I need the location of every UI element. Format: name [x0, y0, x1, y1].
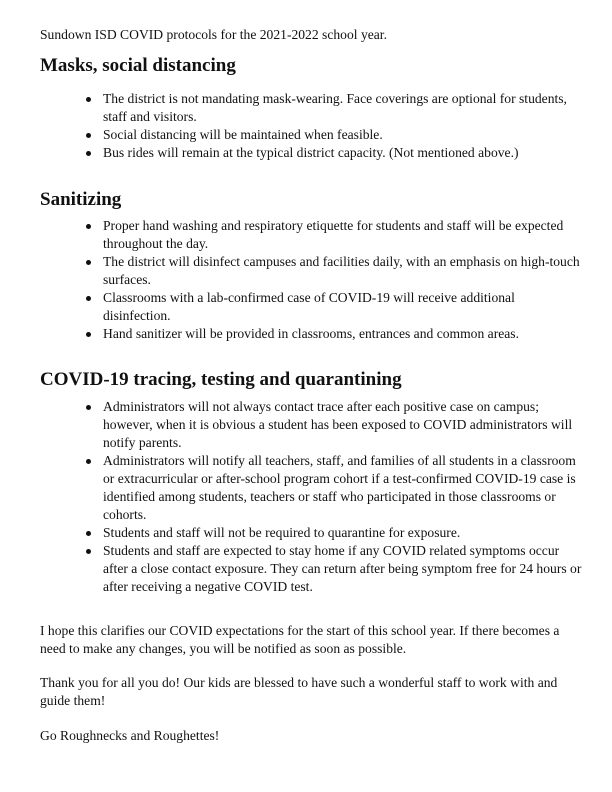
list-item-text: Students and staff will not be required to quarantine for exposure. [103, 525, 461, 540]
bullet-icon [86, 151, 91, 156]
closing-paragraph-expectations: I hope this clarifies our COVID expectations for the start of this school year. If there becomes a need to make any changes, you will be notified as soon as possible. [40, 623, 560, 656]
bullet-icon [86, 224, 91, 229]
list-item-text: Hand sanitizer will be provided in classrooms, entrances and common areas. [103, 326, 519, 341]
closing-paragraph-thanks: Thank you for all you do! Our kids are blessed to have such a wonderful staff to work with and guide them! [40, 675, 558, 708]
bullet-icon [86, 260, 91, 265]
masks-bullet-list [0, 90, 612, 162]
bullet-icon [86, 97, 91, 102]
list-item [0, 452, 612, 524]
list-item [0, 524, 612, 542]
list-item [0, 542, 612, 596]
list-item [0, 289, 612, 325]
list-item-text: The district will disinfect campuses and facilities daily, with an emphasis on high-touch surfaces. [103, 254, 580, 287]
list-item-text: Administrators will notify all teachers, staff, and families of all students in a classroom or extracurricular or after-school program cohort if a test-confirmed COVID-19 case is identified among students, teachers or staff who participated in those classrooms or cohorts. [103, 453, 576, 522]
list-item [0, 217, 612, 253]
list-item-text: Social distancing will be maintained when feasible. [103, 127, 383, 142]
list-item-text: Proper hand washing and respiratory etiquette for students and staff will be expected throughout the day. [103, 218, 564, 251]
bullet-icon [86, 531, 91, 536]
list-item-text: Classrooms with a lab-confirmed case of COVID-19 will receive additional disinfection. [103, 290, 515, 323]
bullet-icon [86, 133, 91, 138]
bullet-icon [86, 549, 91, 554]
heading-covid-tracing-testing-quarantining: COVID-19 tracing, testing and quarantining [40, 369, 402, 390]
list-item-text: Students and staff are expected to stay home if any COVID related symptoms occur after a close contact exposure. They can return after being symptom free for 24 hours or after receiving a negative COVID test. [103, 543, 582, 594]
heading-masks-social-distancing: Masks, social distancing [40, 55, 236, 76]
list-item [0, 253, 612, 289]
list-item [0, 90, 612, 126]
list-item-text: Bus rides will remain at the typical district capacity. (Not mentioned above.) [103, 145, 519, 160]
tracing-bullet-list [0, 398, 612, 596]
sanitizing-bullet-list [0, 217, 612, 343]
list-item [0, 398, 612, 452]
list-item [0, 144, 612, 162]
list-item-text: The district is not mandating mask-wearing. Face coverings are optional for students, staff and visitors. [103, 91, 567, 124]
list-item [0, 325, 612, 343]
list-item [0, 126, 612, 144]
bullet-icon [86, 405, 91, 410]
closing-signoff: Go Roughnecks and Roughettes! [40, 728, 220, 743]
intro-line: Sundown ISD COVID protocols for the 2021-2022 school year. [40, 27, 387, 42]
heading-sanitizing: Sanitizing [40, 189, 122, 210]
list-item-text: Administrators will not always contact trace after each positive case on campus; however, when it is obvious a student has been exposed to COVID administrators will notify parents. [103, 399, 573, 450]
bullet-icon [86, 296, 91, 301]
bullet-icon [86, 459, 91, 464]
bullet-icon [86, 332, 91, 337]
